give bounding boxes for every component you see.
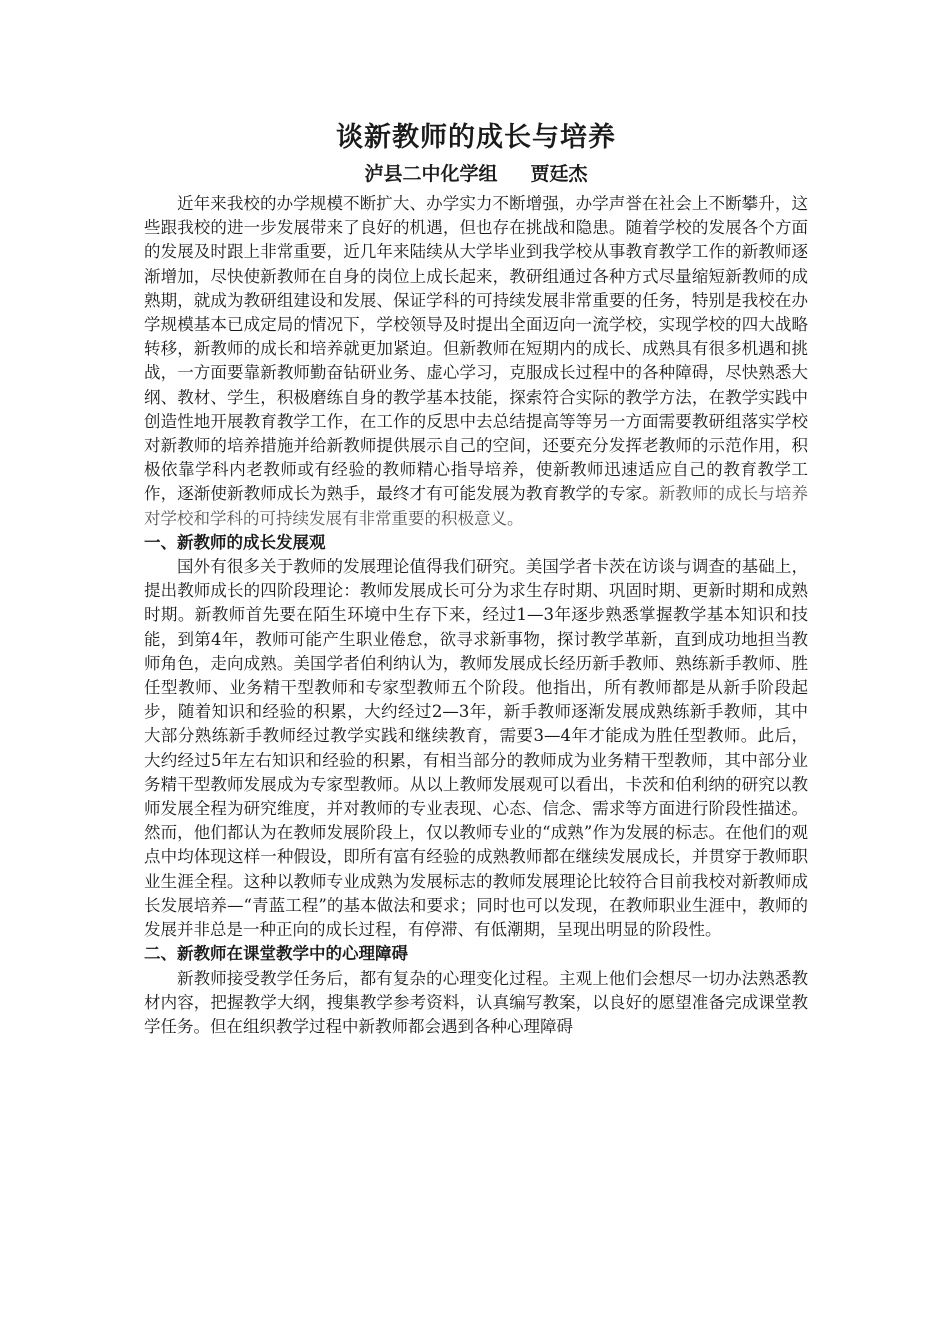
intro-paragraph [144, 192, 808, 531]
document-title: 谈新教师的成长与培养 [336, 122, 616, 153]
section-2-heading: 二、新教师在课堂教学中的心理障碍 [144, 944, 408, 964]
intro-text: 近年来我校的办学规模不断扩大、办学实力不断增强，办学声誉在社会上不断攀升，这些跟我校的进一步发展带来了良好的机遇，但也存在挑战和隐患。随着学校的发展各个方面的发展及时跟上非常重要，近几年来陆续从大学毕业到我学校从事教育教学工作的新教师逐渐增加，尽快使新教师在自身的岗位上成长起来，教研组通过各种方式尽量缩短新教师的成熟期，就成为教研组建设和发展、保证学科的可持续发展非常重要的任务，特别是我校在办学规模基本已成定局的情况下，学校领导及时提出全面迈向一流学校，实现学校的四大战略转移，新教师的成长和培养就更加紧迫。但新教师在短期内的成长、成熟具有很多机遇和挑战，一方面要靠新教师勤奋钻研业务、虚心学习，克服成长过程中的各种障碍，尽快熟悉大纲、教材、学生，积极磨练自身的教学基本技能，探索符合实际的教学方法，在教学实践中创造性地开展教育教学工作，在工作的反思中去总结提高等等另一方面需要教研组落实学校对新教师的培养措施并给新教师提供展示自己的空间，还要充分发挥老教师的示范作用，积极依靠学科内老教师或有经验的教师精心指导培养，使新教师迅速适应自己的教育教学工作，逐渐使新教师成长为熟手，最终才有可能发展为教育教学的专家。 [144, 194, 808, 504]
section-2-paragraph: 新教师接受教学任务后，都有复杂的心理变化过程。主观上他们会想尽一切办法熟悉教材内容，把握教学大纲，搜集教学参考资料，认真编写教案，以良好的愿望准备完成课堂教学任务。但在组织教学过程中新教师都会遇到各种心理障碍 [144, 968, 808, 1036]
document-page [144, 118, 808, 1039]
intro-muted-text: 新教师的成长与培养对学校和学科的可持续发展有非常重要的积极意义。 [144, 484, 809, 528]
section-1-heading: 一、新教师的成长发展观 [144, 532, 326, 552]
section-1-paragraph: 国外有很多关于教师的发展理论值得我们研究。美国学者卡茨在访谈与调查的基础上，提出教师成长的四阶段理论：教师发展成长可分为求生存时期、巩固时期、更新时期和成熟时期。新教师首先要在陌生环境中生存下来，经过1—3年逐步熟悉掌握教学基本知识和技能，到第4年，教师可能产生职业倦怠，欲寻求新事物，探讨教学革新，直到成功地担当教师角色，走向成熟。美国学者伯利纳认为，教师发展成长经历新手教师、熟练新手教师、胜任型教师、业务精干型教师和专家型教师五个阶段。他指出，所有教师都是从新手阶段起步，随着知识和经验的积累，大约经过2—3年，新手教师逐渐发展成熟练新手教师，其中大部分熟练新手教师经过教学实践和继续教育，需要3—4年才能成为胜任型教师。此后，大约经过5年左右知识和经验的积累，有相当部分的教师成为业务精干型教师，其中部分业务精干型教师发展成为专家型教师。从以上教师发展观可以看出，卡茨和伯利纳的研究以教师发展全程为研究维度，并对教师的专业表现、心态、信念、需求等方面进行阶段性描述。然而，他们都认为在教师发展阶段上，仅以教师专业的“成熟”作为发展的标志。在他们的观点中均体现这样一种假设，即所有富有经验的成熟教师都在继续发展成长，并贯穿于教师职业生涯全程。这种以教师专业成熟为发展标志的教师发展理论比较符合目前我校对新教师成长发展培养—“青蓝工程”的基本做法和要求；同时也可以发现，在教师职业生涯中，教师的发展并非总是一种正向的成长过程，有停滞、有低潮期，呈现出明显的阶段性。 [144, 557, 808, 940]
author-byline: 泸县二中化学组 贾廷杰 [364, 163, 588, 185]
